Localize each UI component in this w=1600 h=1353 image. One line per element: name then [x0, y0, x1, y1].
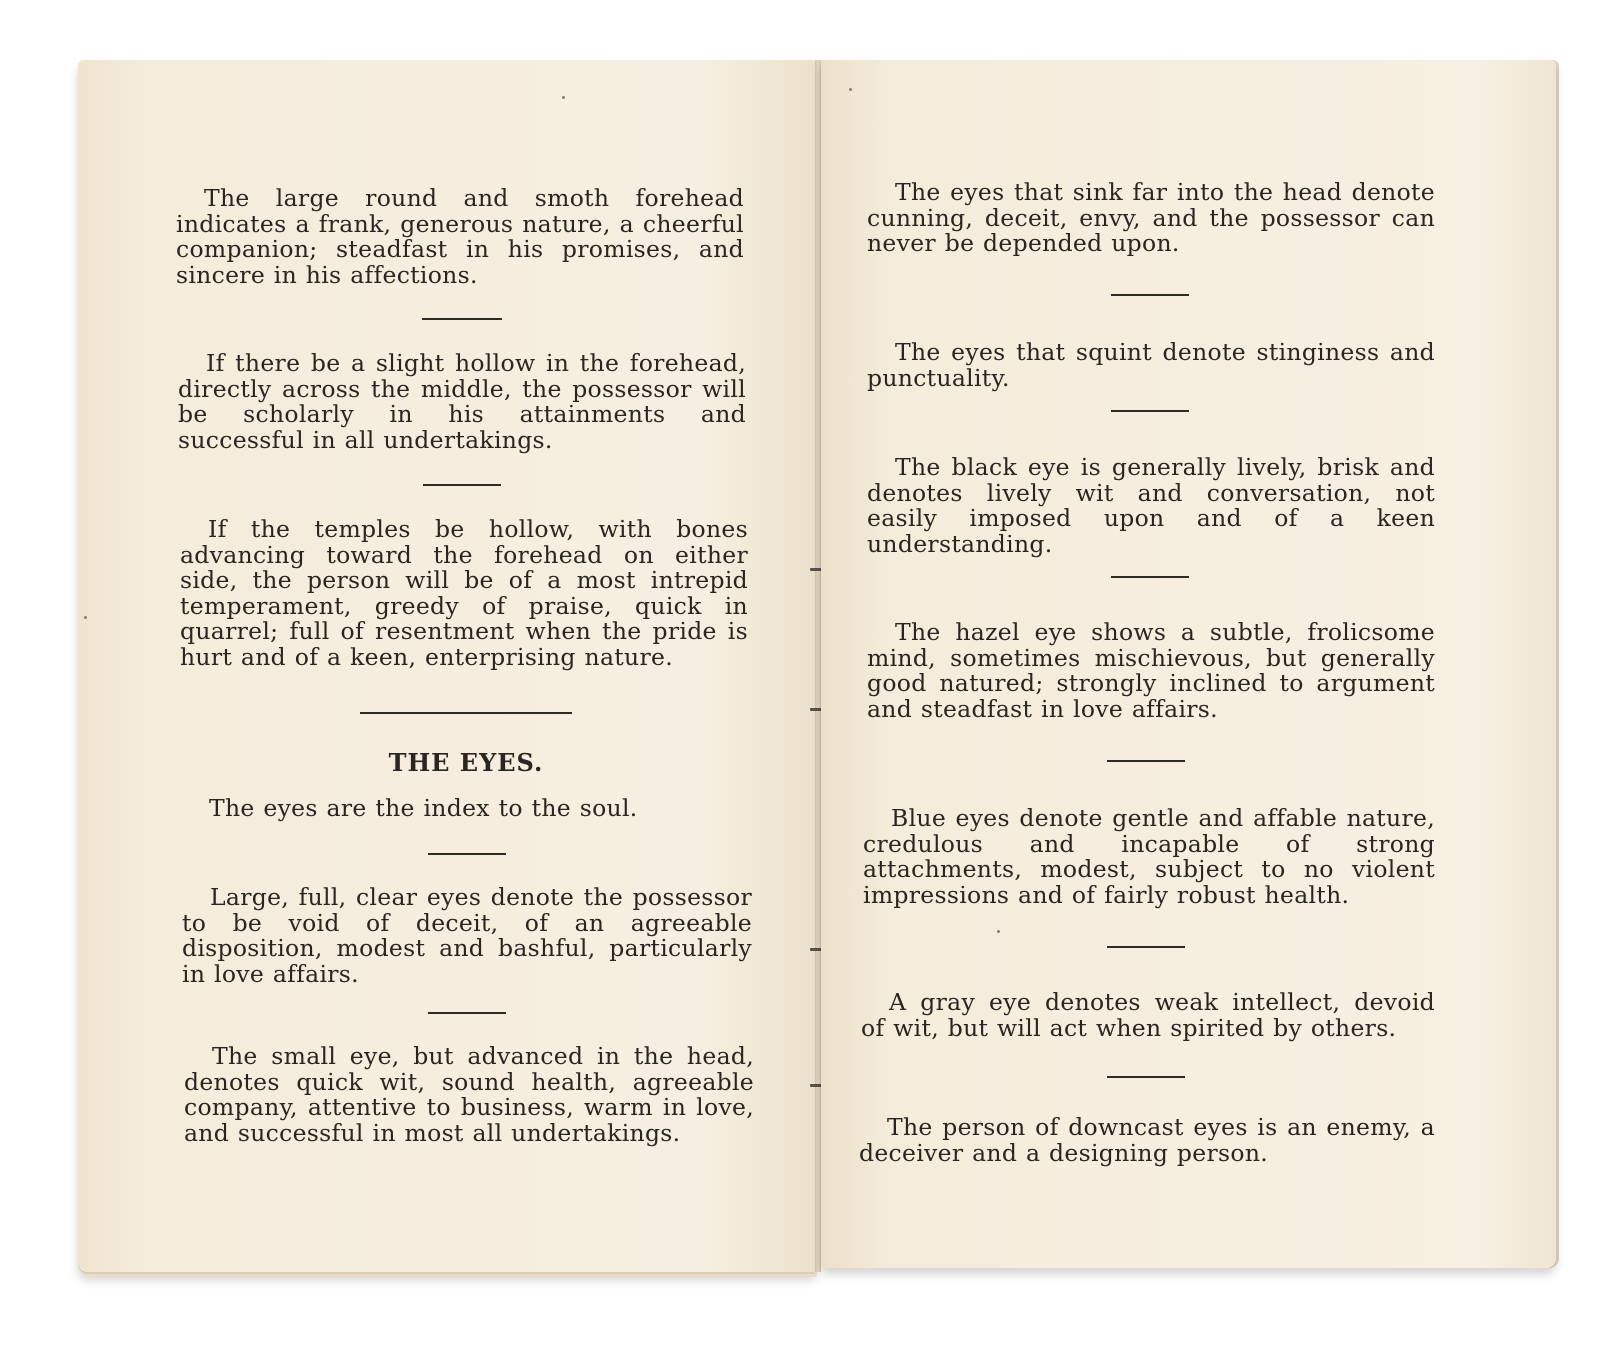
section-heading-the-eyes: THE EYES.: [388, 748, 544, 777]
paper-speck: [84, 616, 87, 619]
divider-rule: [422, 318, 502, 320]
paper-speck: [562, 96, 565, 99]
paragraph-hazel-eye: The hazel eye shows a subtle, frolicsome mind, sometimes mischievous, but generally good natured; strongly inclined to argument and steadfast in love affairs.: [867, 618, 1435, 723]
section-divider-rule: [360, 712, 572, 714]
right-page: [821, 60, 1556, 1268]
divider-rule: [423, 484, 501, 486]
divider-rule: [428, 853, 506, 855]
paragraph-downcast-eyes: The person of downcast eyes is an enemy, a deceiver and a designing person.: [859, 1113, 1435, 1167]
paragraph-large-eyes: Large, full, clear eyes denote the possessor to be void of deceit, of an agreeable disposition, modest and bashful, particularly in love affairs.: [182, 883, 752, 988]
paragraph-forehead-hollow: If there be a slight hollow in the forehead, directly across the middle, the possessor will be scholarly in his attainments and successful in all undertakings.: [178, 349, 746, 454]
paragraph-squint-eyes: The eyes that squint denote stinginess and punctuality.: [867, 338, 1435, 392]
paper-speck: [997, 930, 1000, 933]
paragraph-blue-eyes: Blue eyes denote gentle and affable nature, credulous and incapable of strong attachments, modest, subject to no violent impressions and of fairly robust health.: [863, 804, 1435, 909]
left-page: [78, 60, 815, 1272]
paragraph-large-forehead: The large round and smoth forehead indicates a frank, generous nature, a cheerful companion; steadfast in his promises, and sincere in his affections.: [176, 184, 744, 289]
divider-rule: [428, 1012, 506, 1014]
paragraph-sunken-eyes: The eyes that sink far into the head denote cunning, deceit, envy, and the possessor can never be depended upon.: [867, 178, 1435, 257]
paragraph-black-eye: The black eye is generally lively, brisk and denotes lively wit and conversation, not easily imposed upon and of a keen understanding.: [867, 453, 1435, 558]
paragraph-small-eye: The small eye, but advanced in the head, denotes quick wit, sound health, agreeable company, attentive to business, warm in love, and successful in most all undertakings.: [184, 1042, 754, 1147]
divider-rule: [1111, 294, 1189, 296]
paragraph-gray-eye: A gray eye denotes weak intellect, devoid of wit, but will act when spirited by others.: [861, 988, 1435, 1042]
paper-speck: [849, 88, 852, 91]
divider-rule: [1107, 1076, 1185, 1078]
divider-rule: [1107, 946, 1185, 948]
open-booklet: [78, 60, 1558, 1280]
section-intro: The eyes are the index to the soul.: [209, 794, 638, 822]
divider-rule: [1111, 410, 1189, 412]
divider-rule: [1111, 576, 1189, 578]
divider-rule: [1107, 760, 1185, 762]
paragraph-temples: If the temples be hollow, with bones advancing toward the forehead on either side, the person will be of a most intrepid temperament, greedy of praise, quick in quarrel; full of resentment when the pride is hurt and of a keen, enterprising nature.: [180, 515, 748, 671]
